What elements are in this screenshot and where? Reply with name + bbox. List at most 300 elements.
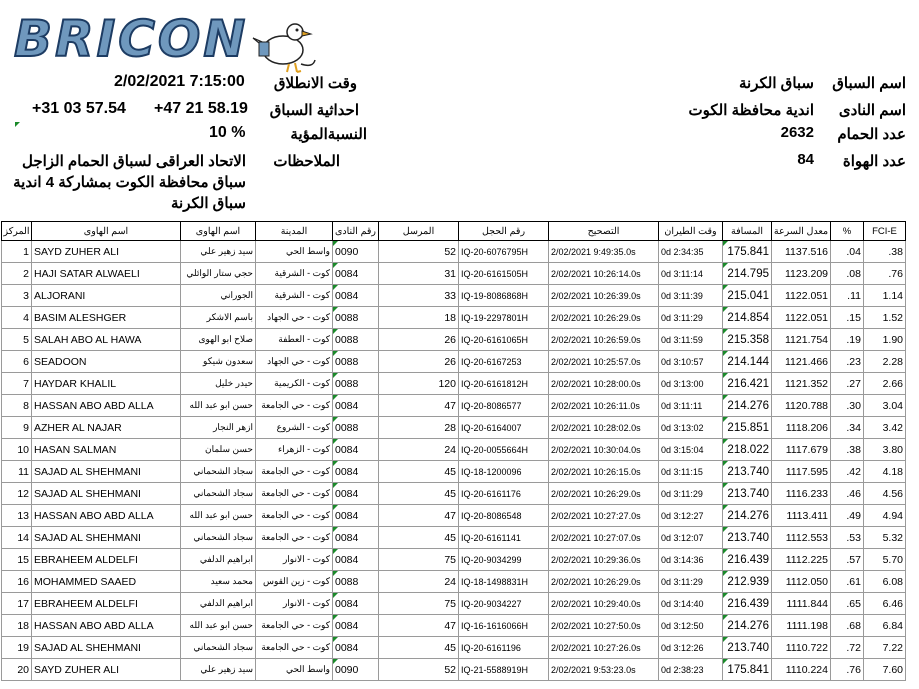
row-percent: .38: [831, 439, 864, 461]
row-flight-time: 0d 3:11:29: [659, 307, 723, 329]
row-name-ar: حسن ابو عبد الله: [181, 505, 256, 527]
row-correction-time: 2/02/2021 9:53:23.0s: [549, 659, 659, 681]
row-city: كوت - الكريمية: [256, 373, 333, 395]
table-row: [2, 461, 906, 483]
row-club-no: 0084: [333, 593, 379, 615]
row-city: كوت - حي الجامعة: [256, 637, 333, 659]
row-club-no: 0088: [333, 351, 379, 373]
row-percent: .42: [831, 461, 864, 483]
coordinates-label: احداثية السباق: [269, 102, 359, 119]
row-distance: 216.421: [723, 373, 772, 395]
row-rank: 13: [2, 505, 32, 527]
row-distance: 215.851: [723, 417, 772, 439]
row-fci: 7.22: [864, 637, 906, 659]
table-row: [2, 351, 906, 373]
table-row: [2, 417, 906, 439]
row-percent: .76: [831, 659, 864, 681]
row-flight-time: 0d 3:13:02: [659, 417, 723, 439]
row-rank: 5: [2, 329, 32, 351]
notes-label: الملاحظات: [273, 153, 340, 170]
row-name-ar: سجاد الشحماني: [181, 483, 256, 505]
row-speed: 1112.050: [772, 571, 831, 593]
row-ring-number: IQ-21-5588919H: [459, 659, 549, 681]
row-correction-time: 2/02/2021 10:27:26.0s: [549, 637, 659, 659]
row-rank: 15: [2, 549, 32, 571]
start-time-value: 2/02/2021 7:15:00: [114, 73, 245, 90]
row-club-no: 0088: [333, 373, 379, 395]
row-sent-count: 47: [379, 505, 459, 527]
row-flight-time: 0d 3:12:07: [659, 527, 723, 549]
row-ring-number: IQ-20-6161065H: [459, 329, 549, 351]
row-percent: .72: [831, 637, 864, 659]
row-rank: 16: [2, 571, 32, 593]
row-speed: 1117.595: [772, 461, 831, 483]
row-fci: 1.52: [864, 307, 906, 329]
row-flight-time: 0d 3:11:11: [659, 395, 723, 417]
row-flight-time: 0d 3:11:29: [659, 483, 723, 505]
row-speed: 1111.198: [772, 615, 831, 637]
row-flight-time: 0d 2:38:23: [659, 659, 723, 681]
pigeon-mascot-icon: [243, 14, 321, 74]
row-sent-count: 45: [379, 483, 459, 505]
logo-text: BRICON: [14, 10, 249, 68]
row-club-no: 0084: [333, 505, 379, 527]
row-correction-time: 2/02/2021 10:26:29.0s: [549, 483, 659, 505]
row-fci: 3.42: [864, 417, 906, 439]
row-rank: 8: [2, 395, 32, 417]
row-flight-time: 0d 3:11:39: [659, 285, 723, 307]
fancier-count-label: عدد الهواة: [842, 153, 906, 170]
row-flight-time: 0d 2:34:35: [659, 241, 723, 263]
row-percent: .23: [831, 351, 864, 373]
row-club-no: 0084: [333, 483, 379, 505]
pigeon-count-value: 2632: [780, 124, 814, 141]
row-speed: 1112.553: [772, 527, 831, 549]
row-name-ar: حيدر خليل: [181, 373, 256, 395]
row-speed: 1111.844: [772, 593, 831, 615]
row-correction-time: 2/02/2021 10:28:00.0s: [549, 373, 659, 395]
row-name-ar: ازهر النجار: [181, 417, 256, 439]
row-name-ar: ابراهيم الدلفي: [181, 593, 256, 615]
row-ring-number: IQ-20-8086577: [459, 395, 549, 417]
row-ring-number: IQ-18-1200096: [459, 461, 549, 483]
row-city: واسط الحي: [256, 659, 333, 681]
row-city: كوت - الانوار: [256, 593, 333, 615]
table-row: [2, 263, 906, 285]
table-row: [2, 571, 906, 593]
row-speed: 1118.206: [772, 417, 831, 439]
col-header-fci: FCI-E: [864, 222, 906, 241]
row-city: كوت - الزهراء: [256, 439, 333, 461]
row-distance: 175.841: [723, 659, 772, 681]
row-name-en: HASSAN ABO ABD ALLA: [32, 615, 181, 637]
table-header-row: [2, 222, 906, 241]
row-distance: 212.939: [723, 571, 772, 593]
percentage-label: النسبةالمؤية: [290, 126, 367, 143]
table-row: [2, 483, 906, 505]
row-name-ar: حجي ستار الوائلي: [181, 263, 256, 285]
row-flight-time: 0d 3:11:29: [659, 571, 723, 593]
row-distance: 215.041: [723, 285, 772, 307]
row-city: كوت - حي الجامعة: [256, 461, 333, 483]
row-name-ar: سيد زهير علي: [181, 241, 256, 263]
row-correction-time: 2/02/2021 10:27:27.0s: [549, 505, 659, 527]
row-city: كوت - حي الجهاد: [256, 351, 333, 373]
row-city: كوت - زين القوس: [256, 571, 333, 593]
row-name-en: EBRAHEEM ALDELFI: [32, 549, 181, 571]
row-sent-count: 45: [379, 527, 459, 549]
row-sent-count: 120: [379, 373, 459, 395]
row-name-ar: سجاد الشحماني: [181, 527, 256, 549]
row-speed: 1122.051: [772, 285, 831, 307]
row-sent-count: 24: [379, 439, 459, 461]
row-club-no: 0084: [333, 637, 379, 659]
row-name-ar: حسن سلمان: [181, 439, 256, 461]
row-name-en: HASSAN ABO ABD ALLA: [32, 505, 181, 527]
table-row: [2, 241, 906, 263]
row-name-en: AZHER AL NAJAR: [32, 417, 181, 439]
row-speed: 1123.209: [772, 263, 831, 285]
table-row: [2, 593, 906, 615]
col-header-city: المدينة: [256, 222, 333, 241]
row-flight-time: 0d 3:12:26: [659, 637, 723, 659]
row-ring-number: IQ-20-9034227: [459, 593, 549, 615]
row-distance: 215.358: [723, 329, 772, 351]
col-header-sent: المرسل: [379, 222, 459, 241]
row-distance: 214.144: [723, 351, 772, 373]
row-correction-time: 2/02/2021 10:26:14.0s: [549, 263, 659, 285]
row-percent: .68: [831, 615, 864, 637]
row-rank: 7: [2, 373, 32, 395]
row-name-ar: سعدون شيكو: [181, 351, 256, 373]
row-correction-time: 2/02/2021 10:26:29.0s: [549, 571, 659, 593]
col-header-rank: المركز: [2, 222, 32, 241]
row-percent: .08: [831, 263, 864, 285]
row-name-en: HAJI SATAR ALWAELI: [32, 263, 181, 285]
row-name-en: MOHAMMED SAAED: [32, 571, 181, 593]
row-correction-time: 2/02/2021 10:28:02.0s: [549, 417, 659, 439]
row-correction-time: 2/02/2021 9:49:35.0s: [549, 241, 659, 263]
race-name-label: اسم السباق: [832, 75, 906, 92]
row-ring-number: IQ-20-6167253: [459, 351, 549, 373]
row-correction-time: 2/02/2021 10:27:50.0s: [549, 615, 659, 637]
row-fci: 4.94: [864, 505, 906, 527]
row-name-en: SAYD ZUHER ALI: [32, 659, 181, 681]
row-fci: 3.80: [864, 439, 906, 461]
row-fci: 4.18: [864, 461, 906, 483]
row-sent-count: 47: [379, 615, 459, 637]
row-ring-number: IQ-16-1616066H: [459, 615, 549, 637]
row-rank: 9: [2, 417, 32, 439]
table-row: [2, 439, 906, 461]
row-fci: 2.28: [864, 351, 906, 373]
row-flight-time: 0d 3:13:00: [659, 373, 723, 395]
row-percent: .15: [831, 307, 864, 329]
row-correction-time: 2/02/2021 10:30:04.0s: [549, 439, 659, 461]
row-club-no: 0088: [333, 329, 379, 351]
row-correction-time: 2/02/2021 10:29:36.0s: [549, 549, 659, 571]
row-fci: .76: [864, 263, 906, 285]
notes-line-1: الاتحاد العراقى لسباق الحمام الزاجل: [21, 153, 246, 170]
row-percent: .61: [831, 571, 864, 593]
row-name-ar: ابراهيم الدلفي: [181, 549, 256, 571]
row-flight-time: 0d 3:14:40: [659, 593, 723, 615]
row-fci: 7.60: [864, 659, 906, 681]
row-rank: 12: [2, 483, 32, 505]
row-distance: 216.439: [723, 549, 772, 571]
row-percent: .49: [831, 505, 864, 527]
row-fci: 1.14: [864, 285, 906, 307]
row-sent-count: 45: [379, 461, 459, 483]
row-rank: 19: [2, 637, 32, 659]
row-city: واسط الحي: [256, 241, 333, 263]
pigeon-count-label: عدد الحمام: [837, 126, 906, 143]
row-sent-count: 24: [379, 571, 459, 593]
row-distance: 213.740: [723, 637, 772, 659]
row-distance: 213.740: [723, 461, 772, 483]
row-sent-count: 45: [379, 637, 459, 659]
row-sent-count: 26: [379, 329, 459, 351]
row-percent: .04: [831, 241, 864, 263]
row-fci: 6.46: [864, 593, 906, 615]
row-speed: 1120.788: [772, 395, 831, 417]
row-distance: 213.740: [723, 483, 772, 505]
row-distance: 214.854: [723, 307, 772, 329]
row-correction-time: 2/02/2021 10:27:07.0s: [549, 527, 659, 549]
row-correction-time: 2/02/2021 10:26:59.0s: [549, 329, 659, 351]
percentage-value: 10 %: [209, 124, 246, 141]
row-name-en: HASAN SALMAN: [32, 439, 181, 461]
row-name-en: SEADOON: [32, 351, 181, 373]
row-city: كوت - حي الجامعة: [256, 395, 333, 417]
row-speed: 1116.233: [772, 483, 831, 505]
row-city: كوت - حي الجهاد: [256, 307, 333, 329]
col-header-percent: %: [831, 222, 864, 241]
row-sent-count: 52: [379, 659, 459, 681]
row-distance: 214.276: [723, 505, 772, 527]
row-club-no: 0084: [333, 263, 379, 285]
col-header-flight-time: وقت الطيران: [659, 222, 723, 241]
row-club-no: 0084: [333, 615, 379, 637]
table-row: [2, 549, 906, 571]
row-ring-number: IQ-20-8086548: [459, 505, 549, 527]
row-fci: .38: [864, 241, 906, 263]
row-speed: 1122.051: [772, 307, 831, 329]
row-club-no: 0088: [333, 417, 379, 439]
row-distance: 218.022: [723, 439, 772, 461]
row-ring-number: IQ-20-6076795H: [459, 241, 549, 263]
col-header-club-no: رقم النادى: [333, 222, 379, 241]
row-city: كوت - حي الجامعة: [256, 615, 333, 637]
row-rank: 18: [2, 615, 32, 637]
row-club-no: 0084: [333, 439, 379, 461]
row-club-no: 0084: [333, 549, 379, 571]
row-city: كوت - حي الجامعة: [256, 483, 333, 505]
row-name-ar: صلاح ابو الهوى: [181, 329, 256, 351]
race-name-value: سباق الكرنة: [739, 75, 814, 92]
row-percent: .57: [831, 549, 864, 571]
table-row: [2, 329, 906, 351]
row-correction-time: 2/02/2021 10:26:29.0s: [549, 307, 659, 329]
row-city: كوت - الشروع: [256, 417, 333, 439]
row-sent-count: 31: [379, 263, 459, 285]
table-row: [2, 505, 906, 527]
row-flight-time: 0d 3:11:15: [659, 461, 723, 483]
row-ring-number: IQ-19-2297801H: [459, 307, 549, 329]
row-club-no: 0084: [333, 461, 379, 483]
row-speed: 1137.516: [772, 241, 831, 263]
row-rank: 1: [2, 241, 32, 263]
row-ring-number: IQ-20-0055664H: [459, 439, 549, 461]
row-city: كوت - حي الجامعة: [256, 527, 333, 549]
row-rank: 14: [2, 527, 32, 549]
club-name-value: اندية محافظة الكوت: [688, 102, 814, 119]
table-row: [2, 615, 906, 637]
row-name-en: BASIM ALESHGER: [32, 307, 181, 329]
row-club-no: 0084: [333, 285, 379, 307]
row-city: كوت - الشرقية: [256, 285, 333, 307]
row-flight-time: 0d 3:11:59: [659, 329, 723, 351]
row-club-no: 0088: [333, 307, 379, 329]
row-fci: 3.04: [864, 395, 906, 417]
row-name-en: ALJORANI: [32, 285, 181, 307]
row-fci: 2.66: [864, 373, 906, 395]
row-name-en: SAYD ZUHER ALI: [32, 241, 181, 263]
row-rank: 6: [2, 351, 32, 373]
club-name-label: اسم النادى: [838, 102, 906, 119]
row-percent: .46: [831, 483, 864, 505]
row-city: كوت - العطفة: [256, 329, 333, 351]
row-sent-count: 33: [379, 285, 459, 307]
row-name-ar: سيد زهير علي: [181, 659, 256, 681]
row-club-no: 0084: [333, 527, 379, 549]
row-rank: 17: [2, 593, 32, 615]
table-row: [2, 659, 906, 681]
row-name-en: SAJAD AL SHEHMANI: [32, 527, 181, 549]
row-name-en: EBRAHEEM ALDELFI: [32, 593, 181, 615]
row-rank: 11: [2, 461, 32, 483]
row-club-no: 0088: [333, 571, 379, 593]
results-table: [1, 221, 906, 681]
row-name-ar: حسن ابو عبد الله: [181, 395, 256, 417]
row-percent: .65: [831, 593, 864, 615]
row-city: كوت - حي الجامعة: [256, 505, 333, 527]
row-flight-time: 0d 3:10:57: [659, 351, 723, 373]
row-ring-number: IQ-20-6161505H: [459, 263, 549, 285]
start-time-label: وقت الانطلاق: [273, 75, 357, 92]
row-flight-time: 0d 3:15:04: [659, 439, 723, 461]
row-rank: 20: [2, 659, 32, 681]
row-sent-count: 52: [379, 241, 459, 263]
row-sent-count: 18: [379, 307, 459, 329]
row-name-en: HASSAN ABO ABD ALLA: [32, 395, 181, 417]
row-fci: 4.56: [864, 483, 906, 505]
row-name-en: SAJAD AL SHEHMANI: [32, 461, 181, 483]
row-distance: 214.276: [723, 395, 772, 417]
table-row: [2, 637, 906, 659]
row-flight-time: 0d 3:11:14: [659, 263, 723, 285]
row-name-en: SAJAD AL SHEHMANI: [32, 483, 181, 505]
row-rank: 10: [2, 439, 32, 461]
row-name-en: HAYDAR KHALIL: [32, 373, 181, 395]
notes-line-2: سباق محافظة الكوت بمشاركة 4 اندية: [13, 174, 246, 191]
row-speed: 1112.225: [772, 549, 831, 571]
table-row: [2, 285, 906, 307]
row-name-ar: سجاد الشحماني: [181, 461, 256, 483]
row-correction-time: 2/02/2021 10:29:40.0s: [549, 593, 659, 615]
row-name-en: SALAH ABO AL HAWA: [32, 329, 181, 351]
row-speed: 1121.352: [772, 373, 831, 395]
row-correction-time: 2/02/2021 10:26:39.0s: [549, 285, 659, 307]
row-percent: .53: [831, 527, 864, 549]
row-name-ar: محمد سعيد: [181, 571, 256, 593]
row-ring-number: IQ-20-6161812H: [459, 373, 549, 395]
row-speed: 1110.722: [772, 637, 831, 659]
row-name-ar: الجوراني: [181, 285, 256, 307]
table-row: [2, 395, 906, 417]
row-sent-count: 75: [379, 593, 459, 615]
row-ring-number: IQ-20-6164007: [459, 417, 549, 439]
row-club-no: 0090: [333, 659, 379, 681]
row-percent: .30: [831, 395, 864, 417]
row-name-ar: باسم الاشكر: [181, 307, 256, 329]
col-header-name-ar: اسم الهاوى: [181, 222, 256, 241]
row-sent-count: 47: [379, 395, 459, 417]
row-fci: 5.70: [864, 549, 906, 571]
row-speed: 1113.411: [772, 505, 831, 527]
coordinate-latitude: +31 03 57.54: [32, 100, 126, 117]
row-speed: 1121.466: [772, 351, 831, 373]
row-percent: .27: [831, 373, 864, 395]
row-city: كوت - الشرقية: [256, 263, 333, 285]
row-correction-time: 2/02/2021 10:26:11.0s: [549, 395, 659, 417]
row-ring-number: IQ-18-1498831H: [459, 571, 549, 593]
row-speed: 1117.679: [772, 439, 831, 461]
row-rank: 3: [2, 285, 32, 307]
col-header-distance: المسافة: [723, 222, 772, 241]
table-row: [2, 307, 906, 329]
table-row: [2, 527, 906, 549]
row-club-no: 0084: [333, 395, 379, 417]
row-distance: 216.439: [723, 593, 772, 615]
row-flight-time: 0d 3:12:27: [659, 505, 723, 527]
row-fci: 5.32: [864, 527, 906, 549]
row-ring-number: IQ-20-6161141: [459, 527, 549, 549]
row-ring-number: IQ-20-6161176: [459, 483, 549, 505]
table-row: [2, 373, 906, 395]
row-sent-count: 28: [379, 417, 459, 439]
coordinate-longitude: +47 21 58.19: [154, 100, 248, 117]
row-city: كوت - الانوار: [256, 549, 333, 571]
row-name-en: SAJAD AL SHEHMANI: [32, 637, 181, 659]
fancier-count-value: 84: [797, 151, 814, 168]
row-speed: 1110.224: [772, 659, 831, 681]
row-sent-count: 26: [379, 351, 459, 373]
row-distance: 214.276: [723, 615, 772, 637]
row-ring-number: IQ-20-9034299: [459, 549, 549, 571]
row-flight-time: 0d 3:12:50: [659, 615, 723, 637]
col-header-name-en: اسم الهاوى: [32, 222, 181, 241]
row-percent: .11: [831, 285, 864, 307]
row-sent-count: 75: [379, 549, 459, 571]
row-club-no: 0090: [333, 241, 379, 263]
row-percent: .34: [831, 417, 864, 439]
row-distance: 213.740: [723, 527, 772, 549]
row-name-ar: سجاد الشحماني: [181, 637, 256, 659]
col-header-speed: معدل السرعة: [772, 222, 831, 241]
row-name-ar: حسن ابو عبد الله: [181, 615, 256, 637]
row-distance: 214.795: [723, 263, 772, 285]
